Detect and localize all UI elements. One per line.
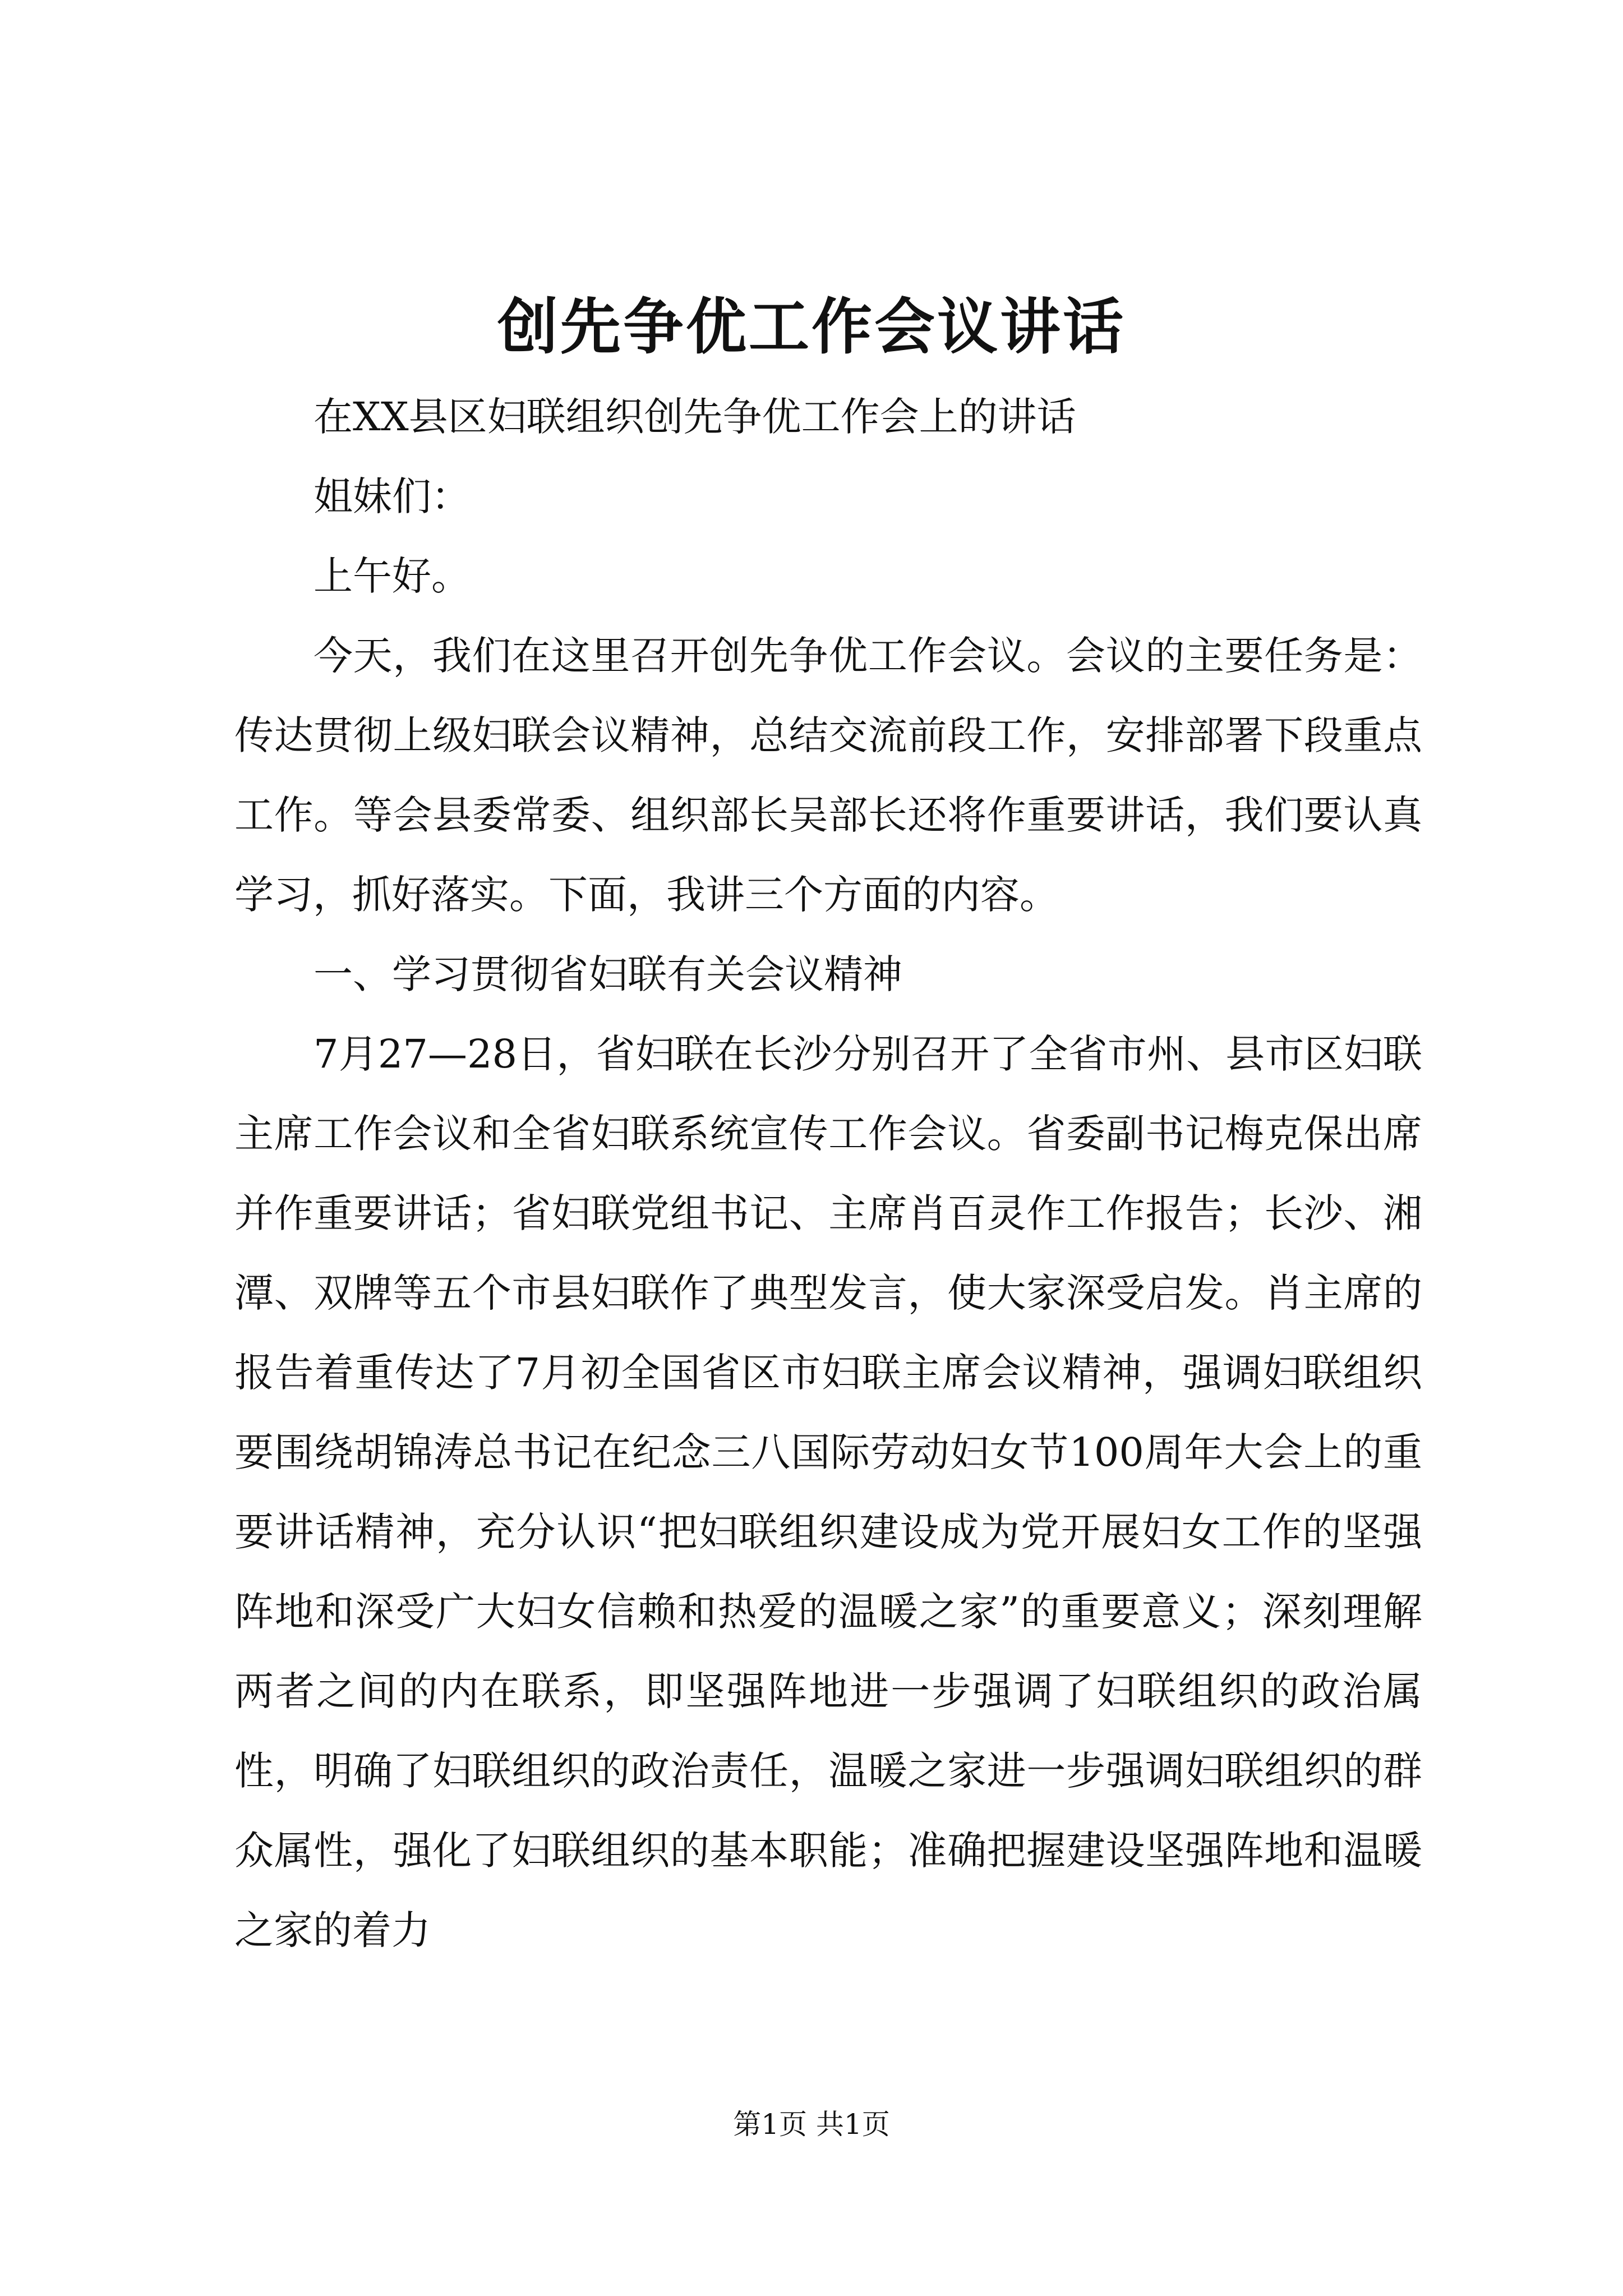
paragraph-intro: 今天，我们在这里召开创先争优工作会议。会议的主要任务是：传达贯彻上级妇联会议精神，总结交流前段工作，安排部署下段重点工作。等会县委常委、组织部长吴部长还将作重要讲话，我们要认真学习，抓好落实。下面，我讲三个方面的内容。 <box>234 633 1422 918</box>
page-footer: 第1页 共1页 <box>733 2108 890 2141</box>
paragraph-section-1: 7月27—28日，省妇联在长沙分别召开了全省市州、县市区妇联主席工作会议和全省妇联系统宣传工作会议。省委副书记梅克保出席并作重要讲话；省妇联党组书记、主席肖百灵作工作报告；长沙、湘潭、双牌等五个市县妇联作了典型发言，使大家深受启发。肖主席的报告着重传达了7月初全国省区市妇联主席会议精神，强调妇联组织要围绕胡锦涛总书记在纪念三八国际劳动妇女节100周年大会上的重要讲话精神，充分认识“把妇联组织建设成为党开展妇女工作的坚强阵地和深受广大妇女信赖和热爱的温暖之家”的重要意义；深刻理解两者之间的内在联系，即坚强阵地进一步强调了妇联组织的政治属性，明确了妇联组织的政治责任，温暖之家进一步强调妇联组织的群众属性，强化了妇联组织的基本职能；准确把握建设坚强阵地和温暖之家的着力 <box>234 1031 1422 1953</box>
salutation: 姐妹们： <box>313 473 471 519</box>
section-heading-1: 一、学习贯彻省妇联有关会议精神 <box>313 951 902 997</box>
document-title: 创先争优工作会议讲话 <box>497 292 1126 362</box>
document-body <box>234 377 1422 1970</box>
greeting: 上午好。 <box>313 553 471 599</box>
speech-subtitle: 在XX县区妇联组织创先争优工作会上的讲话 <box>313 394 1076 440</box>
